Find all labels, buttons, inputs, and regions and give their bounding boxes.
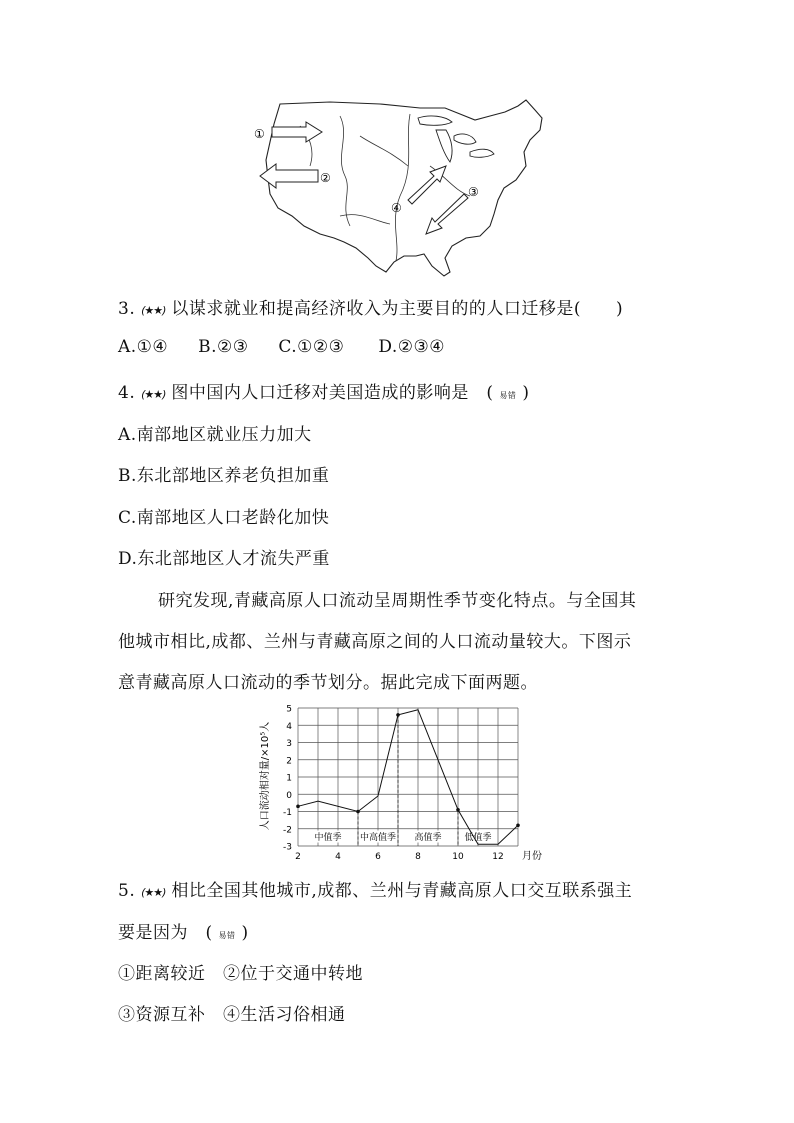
data-point [456, 808, 460, 812]
q3-option-d[interactable]: D.②③④ [378, 337, 445, 357]
passage-line-3: 意青藏高原人口流动的季节划分。据此完成下面两题。 [118, 673, 538, 693]
question-4-close: ) [522, 383, 530, 403]
question-5-number: 5. [118, 881, 136, 901]
y-tick-label: 5 [286, 704, 292, 715]
season-label: 中高值季 [359, 833, 397, 844]
q3-option-a[interactable]: A.①④ [118, 337, 169, 357]
question-5-text-line-2: 要是因为 ( [118, 923, 213, 943]
question-3-options [118, 337, 445, 357]
arrow-2-label: ② [320, 171, 331, 185]
y-tick-label: -1 [283, 808, 292, 818]
y-tick-label: 4 [286, 721, 292, 732]
data-point [296, 805, 300, 809]
q5-statements-3-4: ③资源互补 ④生活习俗相通 [118, 1005, 346, 1025]
difficulty-star-icon: (★★) [141, 304, 166, 317]
passage-line-1: 研究发现,青藏高原人口流动呈周期性季节变化特点。与全国其 [158, 591, 637, 611]
data-point [396, 713, 400, 717]
q4-option-d[interactable]: D.东北部地区人才流失严重 [118, 549, 330, 569]
error-prone-tag: 易错 [218, 931, 236, 940]
arrow-4-shape [408, 166, 446, 204]
season-dividers [358, 715, 458, 846]
difficulty-star-icon: (★★) [141, 388, 166, 401]
arrow-1-shape [272, 122, 322, 142]
x-tick-label: 2 [295, 852, 301, 862]
difficulty-star-icon: (★★) [141, 886, 166, 899]
arrow-3-label: ③ [468, 185, 479, 199]
q5-statements-1-2: ①距离较近 ②位于交通中转地 [118, 964, 363, 984]
x-tick-label: 4 [335, 852, 341, 862]
chart-grid [298, 708, 518, 846]
x-axis-label: 月份 [522, 851, 542, 862]
y-tick-label: -2 [283, 825, 292, 836]
passage-line-2: 他城市相比,成都、兰州与青藏高原之间的人口流动量较大。下图示 [118, 632, 632, 652]
question-5 [118, 876, 632, 901]
arrow-4-label: ④ [391, 201, 402, 215]
season-label: 高值季 [414, 833, 442, 844]
question-4 [118, 378, 529, 403]
question-5-text-line-1: 相比全国其他城市,成都、兰州与青藏高原人口交互联系强主 [171, 881, 633, 901]
x-tick-label: 6 [375, 852, 381, 862]
q4-option-b[interactable]: B.东北部地区养老负担加重 [118, 466, 330, 486]
season-label: 中值季 [314, 833, 342, 844]
x-tick-label: 8 [415, 852, 421, 862]
y-tick-label: 2 [286, 756, 292, 767]
population-flow-chart [250, 700, 550, 865]
y-tick-label: 0 [286, 790, 292, 801]
arrow-1-label: ① [254, 127, 265, 141]
q3-option-c[interactable]: C.①②③ [278, 337, 345, 357]
x-tick-label: 12 [492, 852, 504, 862]
y-tick-label: -3 [283, 842, 292, 853]
arrow-3-shape [426, 194, 468, 234]
season-label: 低值季 [464, 833, 492, 844]
y-axis-label: 人口流动相对量/×10⁵人 [260, 721, 271, 831]
question-3-number: 3. [118, 299, 136, 319]
question-4-number: 4. [118, 383, 136, 403]
x-tick-label: 10 [452, 852, 464, 862]
season-labels [310, 831, 496, 844]
question-5-close: ) [241, 923, 249, 943]
question-5-line-2 [118, 918, 249, 943]
error-prone-tag: 易错 [499, 391, 517, 400]
river-lines [300, 114, 470, 261]
usa-migration-map [240, 96, 560, 281]
y-tick-label: 1 [286, 773, 292, 784]
great-lakes [418, 116, 494, 162]
data-point [356, 810, 360, 814]
y-tick-label: 3 [286, 739, 292, 749]
q4-option-a[interactable]: A.南部地区就业压力加大 [118, 425, 312, 445]
data-point [516, 824, 520, 828]
question-4-text: 图中国内人口迁移对美国造成的影响是 ( [171, 383, 494, 403]
question-3 [118, 294, 623, 319]
q4-option-c[interactable]: C.南部地区人口老龄化加快 [118, 508, 330, 528]
q3-option-b[interactable]: B.②③ [198, 337, 249, 357]
question-3-text: 以谋求就业和提高经济收入为主要目的的人口迁移是( ) [171, 299, 624, 319]
